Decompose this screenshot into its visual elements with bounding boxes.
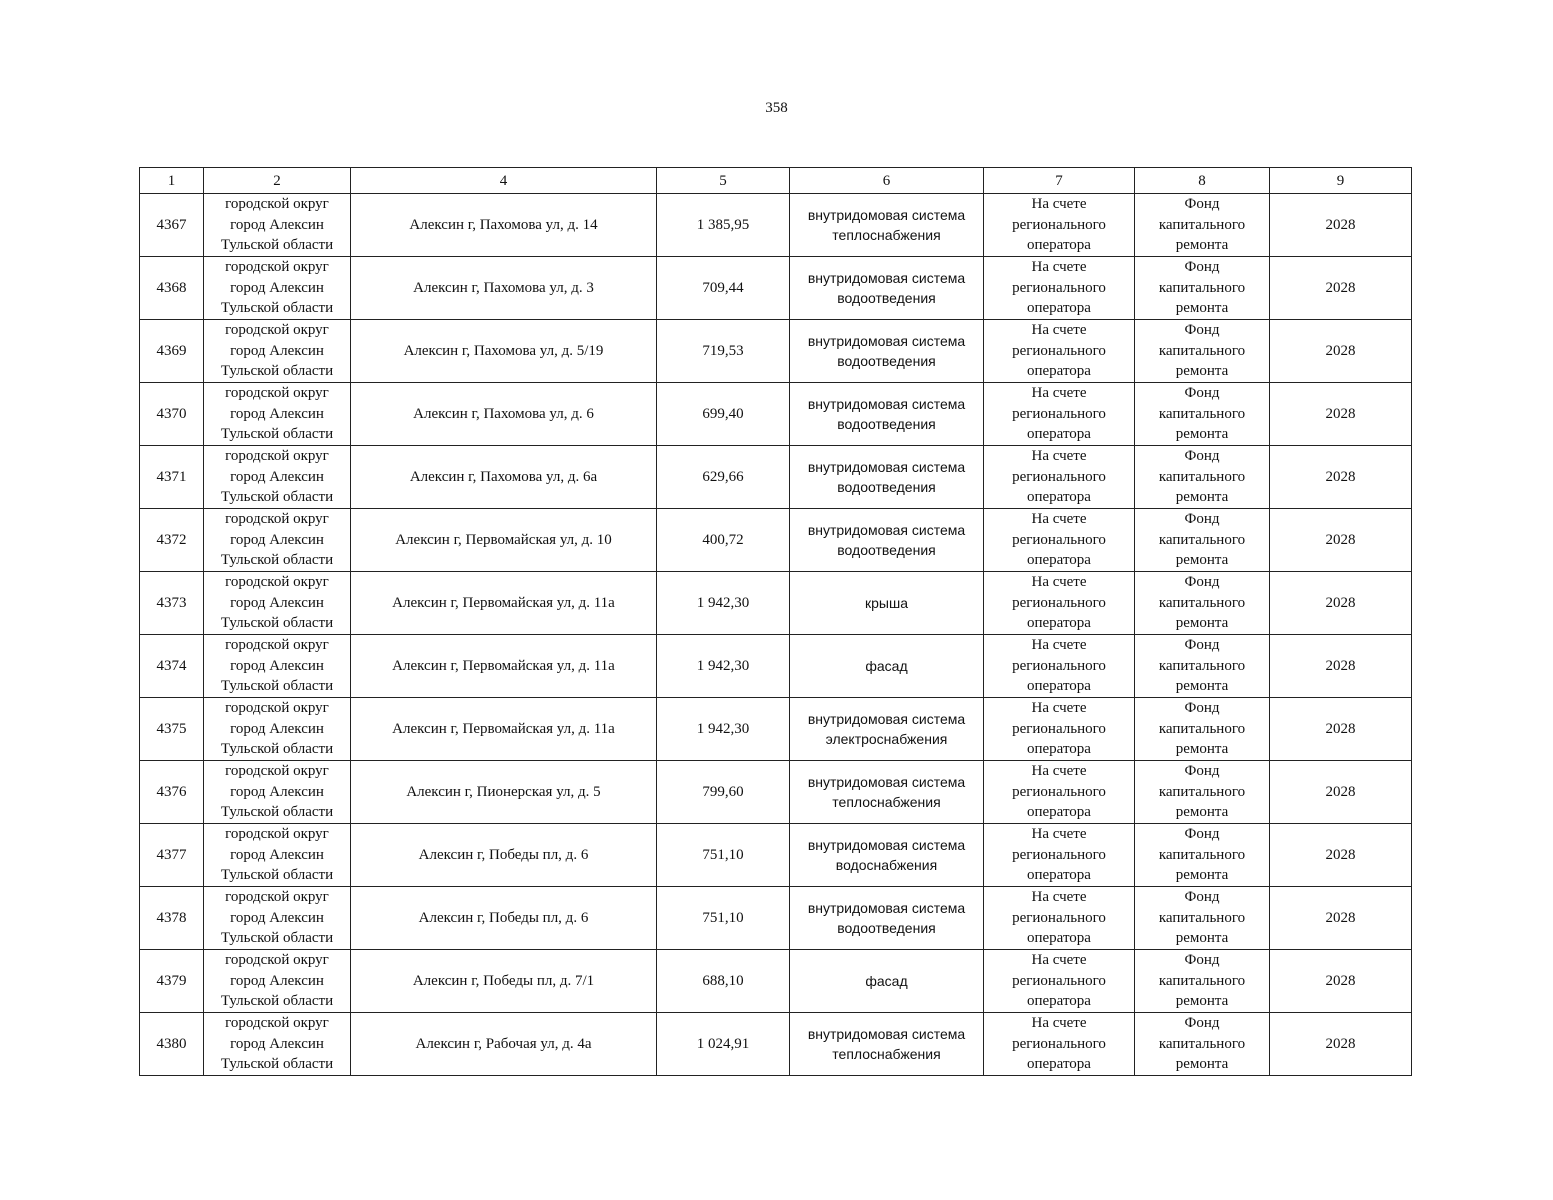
cell-municipality (204, 761, 351, 824)
cell-area: 1 385,95 (657, 194, 790, 257)
cell-account-line: оператора (1027, 741, 1091, 758)
table-row (140, 257, 1412, 320)
table-row (140, 572, 1412, 635)
cell-fund-line: Фонд (1184, 637, 1220, 654)
cell-year: 2028 (1270, 257, 1412, 320)
cell-fund (1135, 383, 1270, 446)
header-col-6: 6 (790, 168, 984, 194)
cell-account-line: оператора (1027, 426, 1091, 443)
cell-municipality-line: городской округ (225, 700, 329, 717)
cell-municipality (204, 572, 351, 635)
cell-municipality (204, 635, 351, 698)
cell-number: 4373 (140, 572, 204, 635)
cell-year: 2028 (1270, 635, 1412, 698)
cell-account-line: На счете (1031, 574, 1087, 591)
cell-account-line: оператора (1027, 993, 1091, 1010)
cell-fund-line: ремонта (1175, 615, 1229, 632)
cell-work-type-line: теплоснабжения (832, 1046, 941, 1062)
cell-year: 2028 (1270, 446, 1412, 509)
cell-fund-line: капитального (1158, 657, 1246, 674)
cell-fund-line: капитального (1158, 279, 1246, 296)
cell-account-line: На счете (1031, 385, 1087, 402)
cell-fund (1135, 887, 1270, 950)
cell-account-line: регионального (1012, 216, 1106, 233)
cell-work-type-line: внутридомовая система (807, 899, 966, 916)
cell-address: Алексин г, Пахомова ул, д. 5/19 (351, 320, 657, 383)
cell-address: Алексин г, Победы пл, д. 6 (351, 887, 657, 950)
cell-fund (1135, 446, 1270, 509)
cell-number: 4374 (140, 635, 204, 698)
cell-municipality-line: Тульской области (220, 489, 334, 506)
cell-fund-line: капитального (1158, 972, 1246, 989)
cell-fund-line: капитального (1158, 909, 1246, 926)
cell-year: 2028 (1270, 1013, 1412, 1076)
cell-fund-line: Фонд (1184, 259, 1220, 276)
cell-year: 2028 (1270, 761, 1412, 824)
cell-fund-line: ремонта (1175, 237, 1229, 254)
cell-municipality-line: город Алексин (230, 468, 324, 485)
cell-municipality-line: город Алексин (230, 972, 324, 989)
cell-address: Алексин г, Пионерская ул, д. 5 (351, 761, 657, 824)
cell-work-type-line: внутридомовая система (807, 458, 966, 475)
cell-municipality-line: Тульской области (220, 678, 334, 695)
cell-fund (1135, 950, 1270, 1013)
cell-work-type-line: внутридомовая система (807, 332, 966, 349)
cell-year: 2028 (1270, 383, 1412, 446)
cell-fund-line: Фонд (1184, 1015, 1220, 1032)
cell-work-type-line: водоотведения (837, 920, 936, 936)
cell-work-type (790, 257, 984, 320)
cell-municipality-line: город Алексин (230, 594, 324, 611)
cell-work-type-line: внутридомовая система (807, 773, 966, 790)
cell-account-line: регионального (1012, 846, 1106, 863)
cell-account (984, 572, 1135, 635)
cell-work-type (790, 698, 984, 761)
cell-account-line: регионального (1012, 972, 1106, 989)
cell-account-line: регионального (1012, 657, 1106, 674)
cell-account-line: регионального (1012, 279, 1106, 296)
cell-account-line: На счете (1031, 448, 1087, 465)
cell-area: 688,10 (657, 950, 790, 1013)
cell-number: 4380 (140, 1013, 204, 1076)
cell-municipality-line: городской округ (225, 889, 329, 906)
cell-account-line: регионального (1012, 720, 1106, 737)
cell-fund-line: Фонд (1184, 385, 1220, 402)
table-row (140, 194, 1412, 257)
cell-account-line: На счете (1031, 889, 1087, 906)
cell-number: 4368 (140, 257, 204, 320)
cell-work-type (790, 1013, 984, 1076)
cell-work-type (790, 320, 984, 383)
cell-fund (1135, 824, 1270, 887)
cell-account-line: оператора (1027, 930, 1091, 947)
cell-municipality-line: город Алексин (230, 279, 324, 296)
cell-municipality-line: Тульской области (220, 804, 334, 821)
cell-account-line: оператора (1027, 237, 1091, 254)
cell-fund-line: Фонд (1184, 511, 1220, 528)
cell-work-type-line: водоснабжения (835, 857, 938, 873)
cell-fund (1135, 194, 1270, 257)
cell-municipality-line: городской округ (225, 1015, 329, 1032)
cell-fund (1135, 509, 1270, 572)
cell-work-type-line: внутридомовая система (807, 836, 966, 853)
table-row (140, 1013, 1412, 1076)
cell-account-line: оператора (1027, 615, 1091, 632)
cell-work-type (790, 635, 984, 698)
cell-area: 1 024,91 (657, 1013, 790, 1076)
cell-work-type (790, 446, 984, 509)
cell-fund-line: ремонта (1175, 552, 1229, 569)
cell-address: Алексин г, Рабочая ул, д. 4а (351, 1013, 657, 1076)
cell-account (984, 635, 1135, 698)
cell-work-type-line: фасад (865, 657, 908, 674)
cell-work-type-line: электроснабжения (825, 731, 948, 747)
cell-area: 1 942,30 (657, 635, 790, 698)
cell-address: Алексин г, Победы пл, д. 6 (351, 824, 657, 887)
cell-account-line: регионального (1012, 594, 1106, 611)
cell-account (984, 698, 1135, 761)
cell-area: 751,10 (657, 887, 790, 950)
cell-area: 699,40 (657, 383, 790, 446)
cell-work-type (790, 194, 984, 257)
cell-fund-line: ремонта (1175, 300, 1229, 317)
cell-area: 751,10 (657, 824, 790, 887)
cell-municipality (204, 194, 351, 257)
cell-municipality-line: Тульской области (220, 615, 334, 632)
cell-fund-line: ремонта (1175, 1056, 1229, 1073)
cell-account-line: На счете (1031, 826, 1087, 843)
cell-work-type (790, 824, 984, 887)
cell-address: Алексин г, Пахомова ул, д. 3 (351, 257, 657, 320)
cell-account-line: оператора (1027, 804, 1091, 821)
capital-repair-table (139, 167, 1412, 1076)
cell-fund-line: ремонта (1175, 678, 1229, 695)
cell-account-line: оператора (1027, 678, 1091, 695)
cell-year: 2028 (1270, 824, 1412, 887)
table-row (140, 824, 1412, 887)
cell-fund-line: ремонта (1175, 804, 1229, 821)
cell-account-line: На счете (1031, 637, 1087, 654)
cell-fund-line: ремонта (1175, 741, 1229, 758)
cell-fund-line: капитального (1158, 468, 1246, 485)
cell-fund-line: ремонта (1175, 993, 1229, 1010)
cell-municipality (204, 257, 351, 320)
cell-work-type-line: внутридомовая система (807, 710, 966, 727)
cell-fund-line: Фонд (1184, 574, 1220, 591)
cell-fund (1135, 761, 1270, 824)
cell-area: 799,60 (657, 761, 790, 824)
cell-work-type-line: внутридомовая система (807, 206, 966, 223)
cell-account (984, 194, 1135, 257)
cell-year: 2028 (1270, 698, 1412, 761)
table-row (140, 446, 1412, 509)
cell-fund-line: ремонта (1175, 426, 1229, 443)
cell-fund-line: Фонд (1184, 448, 1220, 465)
cell-number: 4372 (140, 509, 204, 572)
cell-municipality-line: городской округ (225, 637, 329, 654)
cell-year: 2028 (1270, 572, 1412, 635)
cell-municipality-line: городской округ (225, 826, 329, 843)
table-header (140, 168, 1412, 194)
cell-municipality (204, 698, 351, 761)
cell-address: Алексин г, Первомайская ул, д. 10 (351, 509, 657, 572)
cell-fund-line: капитального (1158, 720, 1246, 737)
cell-account (984, 824, 1135, 887)
table-row (140, 887, 1412, 950)
header-col-1: 1 (140, 168, 204, 194)
cell-number: 4371 (140, 446, 204, 509)
cell-municipality-line: Тульской области (220, 741, 334, 758)
cell-municipality-line: город Алексин (230, 405, 324, 422)
cell-number: 4378 (140, 887, 204, 950)
table-row (140, 509, 1412, 572)
cell-municipality-line: городской округ (225, 259, 329, 276)
cell-account-line: регионального (1012, 1035, 1106, 1052)
cell-fund-line: Фонд (1184, 763, 1220, 780)
cell-municipality-line: город Алексин (230, 657, 324, 674)
cell-year: 2028 (1270, 320, 1412, 383)
cell-work-type-line: фасад (865, 972, 908, 989)
cell-number: 4367 (140, 194, 204, 257)
cell-account (984, 887, 1135, 950)
header-col-9: 9 (1270, 168, 1412, 194)
cell-municipality-line: Тульской области (220, 426, 334, 443)
cell-municipality-line: Тульской области (220, 930, 334, 947)
cell-fund-line: ремонта (1175, 489, 1229, 506)
cell-number: 4375 (140, 698, 204, 761)
cell-work-type-line: крыша (865, 594, 908, 611)
cell-work-type-line: водоотведения (837, 479, 936, 495)
cell-area: 1 942,30 (657, 698, 790, 761)
cell-work-type-line: водоотведения (837, 353, 936, 369)
cell-account (984, 446, 1135, 509)
cell-fund-line: капитального (1158, 531, 1246, 548)
cell-municipality (204, 887, 351, 950)
cell-municipality-line: городской округ (225, 952, 329, 969)
cell-municipality-line: Тульской области (220, 867, 334, 884)
cell-fund (1135, 257, 1270, 320)
cell-municipality-line: Тульской области (220, 237, 334, 254)
cell-municipality-line: Тульской области (220, 552, 334, 569)
cell-work-type-line: внутридомовая система (807, 521, 966, 538)
header-col-8: 8 (1135, 168, 1270, 194)
cell-fund-line: Фонд (1184, 889, 1220, 906)
cell-year: 2028 (1270, 887, 1412, 950)
cell-account-line: регионального (1012, 405, 1106, 422)
cell-municipality-line: город Алексин (230, 1035, 324, 1052)
cell-account (984, 509, 1135, 572)
cell-work-type-line: водоотведения (837, 416, 936, 432)
cell-account-line: На счете (1031, 952, 1087, 969)
cell-account-line: На счете (1031, 511, 1087, 528)
cell-year: 2028 (1270, 950, 1412, 1013)
cell-account-line: регионального (1012, 783, 1106, 800)
cell-work-type (790, 950, 984, 1013)
cell-address: Алексин г, Первомайская ул, д. 11а (351, 635, 657, 698)
cell-account-line: На счете (1031, 1015, 1087, 1032)
cell-municipality (204, 383, 351, 446)
cell-municipality-line: городской округ (225, 763, 329, 780)
header-col-7: 7 (984, 168, 1135, 194)
cell-municipality-line: город Алексин (230, 909, 324, 926)
cell-account-line: регионального (1012, 909, 1106, 926)
cell-municipality-line: город Алексин (230, 531, 324, 548)
cell-account-line: На счете (1031, 700, 1087, 717)
cell-municipality-line: городской округ (225, 196, 329, 213)
cell-number: 4377 (140, 824, 204, 887)
cell-work-type (790, 761, 984, 824)
cell-fund (1135, 320, 1270, 383)
cell-account (984, 761, 1135, 824)
header-col-4: 4 (351, 168, 657, 194)
cell-number: 4376 (140, 761, 204, 824)
cell-address: Алексин г, Первомайская ул, д. 11а (351, 698, 657, 761)
cell-municipality-line: Тульской области (220, 300, 334, 317)
table-row (140, 761, 1412, 824)
cell-address: Алексин г, Победы пл, д. 7/1 (351, 950, 657, 1013)
cell-fund-line: капитального (1158, 216, 1246, 233)
cell-municipality-line: город Алексин (230, 216, 324, 233)
cell-account-line: оператора (1027, 867, 1091, 884)
page-number: 358 (765, 100, 788, 116)
cell-account-line: На счете (1031, 322, 1087, 339)
cell-account-line: На счете (1031, 763, 1087, 780)
cell-municipality-line: город Алексин (230, 846, 324, 863)
cell-municipality-line: Тульской области (220, 1056, 334, 1073)
cell-area: 629,66 (657, 446, 790, 509)
cell-municipality (204, 1013, 351, 1076)
cell-work-type-line: водоотведения (837, 290, 936, 306)
cell-account-line: оператора (1027, 1056, 1091, 1073)
cell-fund-line: ремонта (1175, 363, 1229, 380)
cell-account-line: регионального (1012, 342, 1106, 359)
cell-address: Алексин г, Первомайская ул, д. 11а (351, 572, 657, 635)
header-col-2: 2 (204, 168, 351, 194)
cell-work-type-line: внутридомовая система (807, 1025, 966, 1042)
cell-account-line: оператора (1027, 363, 1091, 380)
cell-year: 2028 (1270, 194, 1412, 257)
cell-fund (1135, 698, 1270, 761)
cell-municipality (204, 824, 351, 887)
cell-fund-line: Фонд (1184, 196, 1220, 213)
cell-area: 400,72 (657, 509, 790, 572)
cell-municipality-line: Тульской области (220, 363, 334, 380)
cell-municipality-line: город Алексин (230, 783, 324, 800)
cell-municipality-line: городской округ (225, 448, 329, 465)
cell-fund-line: капитального (1158, 594, 1246, 611)
table-row (140, 950, 1412, 1013)
cell-work-type-line: теплоснабжения (832, 227, 941, 243)
cell-work-type (790, 887, 984, 950)
cell-municipality-line: город Алексин (230, 720, 324, 737)
cell-address: Алексин г, Пахомова ул, д. 6 (351, 383, 657, 446)
cell-work-type (790, 572, 984, 635)
cell-account-line: оператора (1027, 489, 1091, 506)
cell-municipality (204, 320, 351, 383)
cell-account-line: регионального (1012, 468, 1106, 485)
cell-account-line: На счете (1031, 196, 1087, 213)
cell-number: 4370 (140, 383, 204, 446)
table-row (140, 635, 1412, 698)
cell-address: Алексин г, Пахомова ул, д. 14 (351, 194, 657, 257)
cell-municipality-line: городской округ (225, 574, 329, 591)
cell-area: 719,53 (657, 320, 790, 383)
cell-fund-line: Фонд (1184, 700, 1220, 717)
cell-work-type (790, 383, 984, 446)
cell-account (984, 950, 1135, 1013)
cell-fund-line: Фонд (1184, 826, 1220, 843)
table-row (140, 320, 1412, 383)
cell-work-type-line: внутридомовая система (807, 269, 966, 286)
cell-fund-line: капитального (1158, 405, 1246, 422)
cell-fund-line: капитального (1158, 1035, 1246, 1052)
cell-account (984, 1013, 1135, 1076)
cell-municipality-line: городской округ (225, 511, 329, 528)
cell-work-type-line: внутридомовая система (807, 395, 966, 412)
table-row (140, 698, 1412, 761)
cell-fund-line: капитального (1158, 342, 1246, 359)
cell-fund-line: Фонд (1184, 952, 1220, 969)
cell-fund (1135, 635, 1270, 698)
cell-municipality-line: город Алексин (230, 342, 324, 359)
cell-account-line: На счете (1031, 259, 1087, 276)
cell-work-type (790, 509, 984, 572)
cell-municipality (204, 950, 351, 1013)
cell-municipality-line: городской округ (225, 322, 329, 339)
cell-municipality-line: городской округ (225, 385, 329, 402)
cell-fund (1135, 572, 1270, 635)
cell-fund-line: ремонта (1175, 930, 1229, 947)
cell-account (984, 320, 1135, 383)
cell-account (984, 257, 1135, 320)
cell-fund (1135, 1013, 1270, 1076)
cell-account (984, 383, 1135, 446)
cell-work-type-line: водоотведения (837, 542, 936, 558)
table-row (140, 383, 1412, 446)
cell-number: 4369 (140, 320, 204, 383)
cell-area: 1 942,30 (657, 572, 790, 635)
header-row (140, 168, 1412, 194)
cell-account-line: регионального (1012, 531, 1106, 548)
table-body (140, 194, 1412, 1076)
cell-fund-line: капитального (1158, 846, 1246, 863)
cell-address: Алексин г, Пахомова ул, д. 6а (351, 446, 657, 509)
cell-fund-line: Фонд (1184, 322, 1220, 339)
cell-number: 4379 (140, 950, 204, 1013)
cell-area: 709,44 (657, 257, 790, 320)
cell-municipality (204, 446, 351, 509)
cell-fund-line: ремонта (1175, 867, 1229, 884)
cell-account-line: оператора (1027, 552, 1091, 569)
header-col-5: 5 (657, 168, 790, 194)
cell-account-line: оператора (1027, 300, 1091, 317)
cell-work-type-line: теплоснабжения (832, 794, 941, 810)
cell-municipality-line: Тульской области (220, 993, 334, 1010)
cell-year: 2028 (1270, 509, 1412, 572)
cell-municipality (204, 509, 351, 572)
cell-fund-line: капитального (1158, 783, 1246, 800)
